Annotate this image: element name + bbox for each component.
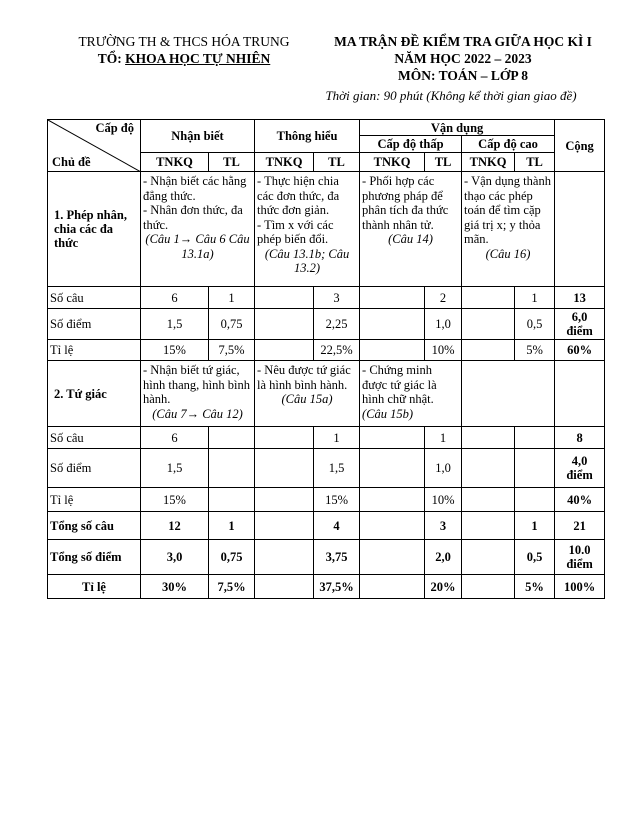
level-vd-low: Cấp độ thấp (360, 136, 462, 153)
header-right (313, 33, 613, 84)
topic-1-vd-high-text: - Vận dụng thành thạo các phép toán để tìm cặp giá trị x; y thỏa mãn. (464, 174, 551, 246)
topic-1-vd-low (360, 172, 462, 287)
header-left (44, 33, 324, 67)
exam-time: Thời gian: 90 phút (Không kể thời gian giao đề) (325, 88, 577, 103)
value-cell (255, 340, 314, 361)
value-cell: 1 (425, 427, 462, 449)
col-tl: TL (425, 153, 462, 172)
row-label: Số điểm (48, 309, 141, 340)
total-ti-le-row (48, 575, 605, 599)
corner-cell (48, 120, 141, 172)
value-cell: 2,25 (314, 309, 360, 340)
topic-1-nb-ref: (Câu 1→ Câu 6 Câu 13.1a) (145, 232, 250, 261)
value-cell: 3,75 (314, 540, 360, 575)
col-tl: TL (209, 153, 255, 172)
value-cell: 0,75 (209, 309, 255, 340)
value-cell: 7,5% (209, 575, 255, 599)
row-label: Tỉ lệ (48, 340, 141, 361)
value-cell: 1 (209, 287, 255, 309)
value-cell: 1 (515, 287, 555, 309)
total-cell: 6,0 điểm (555, 309, 605, 340)
value-cell: 6 (141, 287, 209, 309)
row-label: Số điểm (48, 449, 141, 488)
topic-2-nb-text: - Nhận biết tứ giác, hình thang, hình bình hành. (143, 363, 250, 406)
topic-1-vd-low-ref: (Câu 14) (388, 232, 433, 246)
row-label: Tỉ lệ (48, 575, 141, 599)
value-cell: 3 (425, 512, 462, 540)
level-vd-high: Cấp độ cao (462, 136, 555, 153)
header-row-1 (48, 120, 605, 136)
value-cell (515, 449, 555, 488)
total-so-diem-row (48, 540, 605, 575)
value-cell: 30% (141, 575, 209, 599)
topic-1-nb-text: - Nhận biết các hằng đẳng thức. - Nhân đơn thức, đa thức. (143, 174, 247, 232)
topic-2-total-empty (555, 361, 605, 427)
topic-1-vd-low-text: - Phối hợp các phương pháp để phân tích đa thức thành nhân tử. (362, 174, 449, 232)
total-cell: 8 (555, 427, 605, 449)
total-cell: 100% (555, 575, 605, 599)
value-cell: 5% (515, 340, 555, 361)
value-cell: 10% (425, 340, 462, 361)
value-cell: 4 (314, 512, 360, 540)
topic-1-th-ref: (Câu 13.1b; Câu 13.2) (264, 246, 350, 275)
col-tnkq: TNKQ (255, 153, 314, 172)
row-label: Số câu (48, 287, 141, 309)
value-cell (255, 427, 314, 449)
value-cell (360, 309, 425, 340)
value-cell: 5% (515, 575, 555, 599)
total-cell: 21 (555, 512, 605, 540)
value-cell: 3 (314, 287, 360, 309)
value-cell: 15% (141, 340, 209, 361)
topic-2-ti-le-row (48, 488, 605, 512)
topic-1-so-cau-row (48, 287, 605, 309)
value-cell: 1,5 (314, 449, 360, 488)
total-cell: 10.0 điểm (555, 540, 605, 575)
value-cell (255, 512, 314, 540)
value-cell (462, 427, 515, 449)
value-cell: 1 (314, 427, 360, 449)
topic-2-description-row (48, 361, 605, 427)
value-cell (515, 488, 555, 512)
department-prefix: TỔ: (97, 51, 126, 66)
value-cell: 1,5 (141, 309, 209, 340)
topic-1-total-empty (555, 172, 605, 287)
value-cell (462, 340, 515, 361)
value-cell (255, 488, 314, 512)
value-cell: 22,5% (314, 340, 360, 361)
topic-2-vd-high-empty (462, 361, 555, 427)
school-name: TRƯỜNG TH & THCS HÓA TRUNG (78, 34, 290, 49)
value-cell: 1,0 (425, 309, 462, 340)
total-so-cau-row (48, 512, 605, 540)
col-tl: TL (314, 153, 360, 172)
value-cell (462, 287, 515, 309)
total-cell: 60% (555, 340, 605, 361)
col-tnkq: TNKQ (360, 153, 425, 172)
topic-2-nb-ref: (Câu 7→ Câu 12) (152, 406, 243, 421)
value-cell (209, 449, 255, 488)
topic-1-thong-hieu (255, 172, 360, 287)
total-cell: 13 (555, 287, 605, 309)
value-cell: 0,75 (209, 540, 255, 575)
topic-2-so-cau-row (48, 427, 605, 449)
value-cell: 1,5 (141, 449, 209, 488)
value-cell (360, 575, 425, 599)
topic-2-th-ref: (Câu 15a) (281, 392, 333, 406)
topic-1-nhan-biet (141, 172, 255, 287)
value-cell: 37,5% (314, 575, 360, 599)
value-cell (255, 540, 314, 575)
corner-top-label: Cấp độ (95, 121, 134, 135)
value-cell (255, 309, 314, 340)
topic-1-so-diem-row (48, 309, 605, 340)
value-cell (462, 488, 515, 512)
topic-1-th-text: - Thực hiện chia các đơn thức, đa thức đơn giản. - Tìm x với các phép biến đổi. (257, 174, 340, 246)
value-cell (360, 340, 425, 361)
value-cell (515, 427, 555, 449)
total-cell: 4,0 điểm (555, 449, 605, 488)
total-column-header: Cộng (555, 120, 605, 172)
value-cell (255, 449, 314, 488)
subject: MÔN: TOÁN – LỚP 8 (397, 68, 528, 83)
doc-title: MA TRẬN ĐỀ KIỂM TRA GIỮA HỌC KÌ I (334, 34, 592, 49)
topic-1-name: 1. Phép nhân, chia các đa thức (48, 172, 141, 287)
topic-2-vd-low (360, 361, 462, 427)
value-cell: 10% (425, 488, 462, 512)
row-label: Tỉ lệ (48, 488, 141, 512)
value-cell (462, 449, 515, 488)
col-tnkq: TNKQ (141, 153, 209, 172)
value-cell: 15% (314, 488, 360, 512)
topic-2-name: 2. Tứ giác (48, 361, 141, 427)
value-cell: 3,0 (141, 540, 209, 575)
topic-1-ti-le-row (48, 340, 605, 361)
col-tnkq: TNKQ (462, 153, 515, 172)
value-cell (360, 488, 425, 512)
value-cell (360, 427, 425, 449)
value-cell: 2 (425, 287, 462, 309)
topic-2-vd-low-ref: (Câu 15b) (362, 406, 414, 421)
topic-2-so-diem-row (48, 449, 605, 488)
value-cell: 0,5 (515, 540, 555, 575)
value-cell (255, 287, 314, 309)
value-cell: 1 (515, 512, 555, 540)
value-cell: 20% (425, 575, 462, 599)
row-label: Tổng số câu (48, 512, 141, 540)
topic-2-thong-hieu (255, 361, 360, 427)
topic-2-vd-low-text: - Chứng minh được tứ giác là hình chữ nhật. (362, 363, 437, 406)
topic-2-th-text: - Nêu được tứ giác là hình bình hành. (257, 363, 351, 392)
value-cell (255, 575, 314, 599)
value-cell: 1 (209, 512, 255, 540)
value-cell: 2,0 (425, 540, 462, 575)
value-cell (360, 540, 425, 575)
value-cell (209, 427, 255, 449)
value-cell: 15% (141, 488, 209, 512)
value-cell (462, 575, 515, 599)
value-cell: 12 (141, 512, 209, 540)
value-cell (360, 449, 425, 488)
corner-bottom-label: Chủ đề (52, 155, 91, 169)
value-cell (462, 512, 515, 540)
level-van-dung: Vận dụng (360, 120, 555, 136)
level-nhan-biet: Nhận biết (141, 120, 255, 153)
total-cell: 40% (555, 488, 605, 512)
topic-1-vd-high (462, 172, 555, 287)
department (44, 50, 324, 67)
value-cell (360, 287, 425, 309)
school-year: NĂM HỌC 2022 – 2023 (394, 51, 532, 66)
department-name: KHOA HỌC TỰ NHIÊN (125, 51, 271, 66)
level-thong-hieu: Thông hiểu (255, 120, 360, 153)
value-cell: 6 (141, 427, 209, 449)
col-tl: TL (515, 153, 555, 172)
topic-2-nhan-biet (141, 361, 255, 427)
value-cell (462, 309, 515, 340)
row-label: Tổng số điểm (48, 540, 141, 575)
value-cell (462, 540, 515, 575)
row-label: Số câu (48, 427, 141, 449)
value-cell: 1,0 (425, 449, 462, 488)
value-cell (360, 512, 425, 540)
value-cell (209, 488, 255, 512)
topic-1-vd-high-ref: (Câu 16) (485, 246, 531, 261)
value-cell: 0,5 (515, 309, 555, 340)
topic-1-description-row (48, 172, 605, 287)
value-cell: 7,5% (209, 340, 255, 361)
matrix-table (47, 119, 605, 599)
